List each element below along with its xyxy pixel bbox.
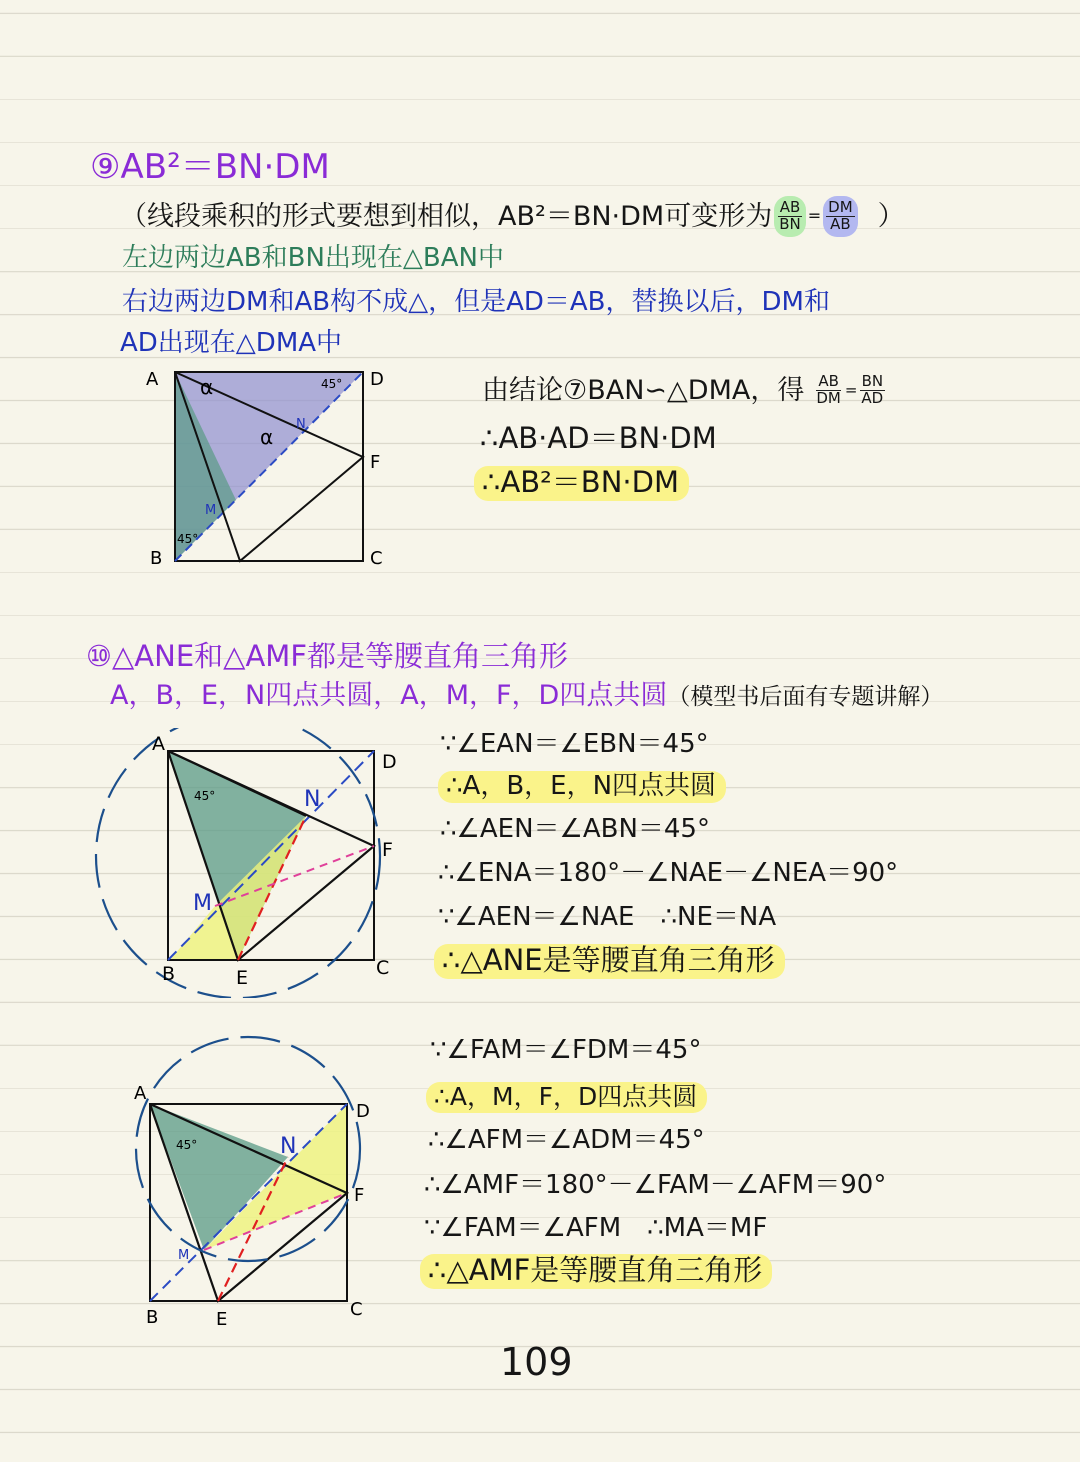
proof9-line-1: [482, 374, 887, 407]
proofB-line-3: ∴∠AFM＝∠ADM＝45°: [428, 1125, 705, 1155]
proofA-line-1: ∵∠EAN＝∠EBN＝45°: [440, 729, 709, 759]
label-m: M: [193, 891, 212, 916]
proof9-line-3-highlighted: ∴AB²＝BN·DM: [474, 466, 689, 501]
label-e: E: [216, 1309, 228, 1330]
label-a: A: [134, 1083, 147, 1104]
label-m: M: [205, 503, 217, 518]
label-b: B: [146, 1307, 159, 1328]
angle-45: 45°: [176, 1138, 198, 1152]
proof9-frac1-den: DM: [816, 388, 841, 407]
figure-10a-circle-diagram: [88, 728, 418, 998]
proofB-line-6-highlighted: ∴△AMF是等腰直角三角形: [420, 1254, 772, 1289]
label-d: D: [370, 369, 384, 390]
angle-45-b: 45°: [177, 532, 199, 546]
section-9-title: ⑨AB²＝BN·DM: [90, 147, 330, 187]
note-fraction-dm-ab: [823, 196, 858, 237]
left-sides-line: 左边两边AB和BN出现在△BAN中: [122, 243, 504, 273]
proofB-line-1: ∵∠FAM＝∠FDM＝45°: [430, 1035, 702, 1065]
label-n: N: [304, 787, 321, 812]
proofA-line-2-highlighted: ∴A，B，E，N四点共圆: [438, 771, 726, 803]
angle-45-d: 45°: [321, 377, 343, 391]
label-a: A: [146, 369, 159, 390]
proof9-frac1-num: AB: [818, 372, 839, 390]
label-f: F: [370, 452, 381, 473]
note-open-text: （线段乘积的形式要想到相似，AB²＝BN·DM可变形为: [120, 200, 773, 232]
proofA-line-5: ∵∠AEN＝∠NAE ∴NE＝NA: [438, 902, 777, 932]
proof9-fraction-bn-ad: [859, 374, 885, 407]
label-e: E: [236, 967, 249, 989]
label-b: B: [162, 963, 176, 985]
angle-alpha-2: α: [260, 425, 274, 449]
section-10-subtitle: [110, 682, 943, 709]
note-frac2-den: AB: [830, 214, 851, 233]
note-frac1-den: BN: [779, 214, 801, 233]
section-10-subtitle-note: （模型书后面有专题讲解）: [667, 684, 944, 710]
figure-9-square-diagram: [130, 360, 410, 575]
note-frac1-num: AB: [779, 198, 801, 216]
shade-triangle-amf: [150, 1104, 288, 1250]
label-f: F: [354, 1185, 365, 1206]
label-a: A: [152, 733, 165, 755]
label-d: D: [382, 751, 397, 773]
proof9-fraction-ab-dm: [814, 374, 843, 407]
label-d: D: [356, 1101, 370, 1122]
proofA-line-3: ∴∠AEN＝∠ABN＝45°: [440, 814, 710, 844]
proofB-line-4: ∴∠AMF＝180°－∠FAM－∠AFM＝90°: [424, 1170, 887, 1200]
section-10-subtitle-text: A，B，E，N四点共圆，A，M，F，D四点共圆: [110, 680, 668, 711]
page-number: 109: [500, 1340, 573, 1384]
label-m: M: [178, 1248, 190, 1263]
label-b: B: [150, 548, 163, 569]
proofB-line-5: ∵∠FAM＝∠AFM ∴MA＝MF: [424, 1213, 768, 1243]
proof9-equals: =: [844, 380, 858, 399]
angle-alpha-1: α: [200, 375, 214, 399]
label-n: N: [296, 417, 306, 432]
angle-45: 45°: [194, 789, 216, 803]
section-9-note: [120, 196, 905, 237]
proof9-frac2-num: BN: [861, 372, 884, 390]
figure-10b-circle-diagram: [120, 1035, 400, 1335]
note-equals: =: [807, 206, 822, 226]
proofA-line-6-highlighted: ∴△ANE是等腰直角三角形: [434, 944, 785, 979]
proof9-line-2: ∴AB·AD＝BN·DM: [480, 421, 717, 455]
label-n: N: [280, 1134, 297, 1159]
label-f: F: [382, 839, 393, 861]
section-10-title: ⑩△ANE和△AMF都是等腰直角三角形: [86, 639, 568, 673]
proof9-line-1-text: 由结论⑦BAN∽△DMA，得: [482, 374, 805, 406]
label-c: C: [350, 1299, 363, 1320]
proof9-frac2-den: AD: [861, 388, 884, 407]
note-frac2-num: DM: [828, 198, 853, 216]
right-sides-line-2: AD出现在△DMA中: [120, 328, 343, 358]
note-fraction-ab-bn: [774, 196, 806, 237]
right-sides-line-1: 右边两边DM和AB构不成△，但是AD＝AB，替换以后，DM和: [122, 287, 830, 317]
label-c: C: [370, 548, 383, 569]
note-close-text: ）: [877, 200, 905, 232]
proofA-line-4: ∴∠ENA＝180°－∠NAE－∠NEA＝90°: [438, 858, 899, 888]
label-c: C: [376, 957, 390, 979]
proofB-line-2-highlighted: ∴A，M，F，D四点共圆: [426, 1082, 707, 1113]
